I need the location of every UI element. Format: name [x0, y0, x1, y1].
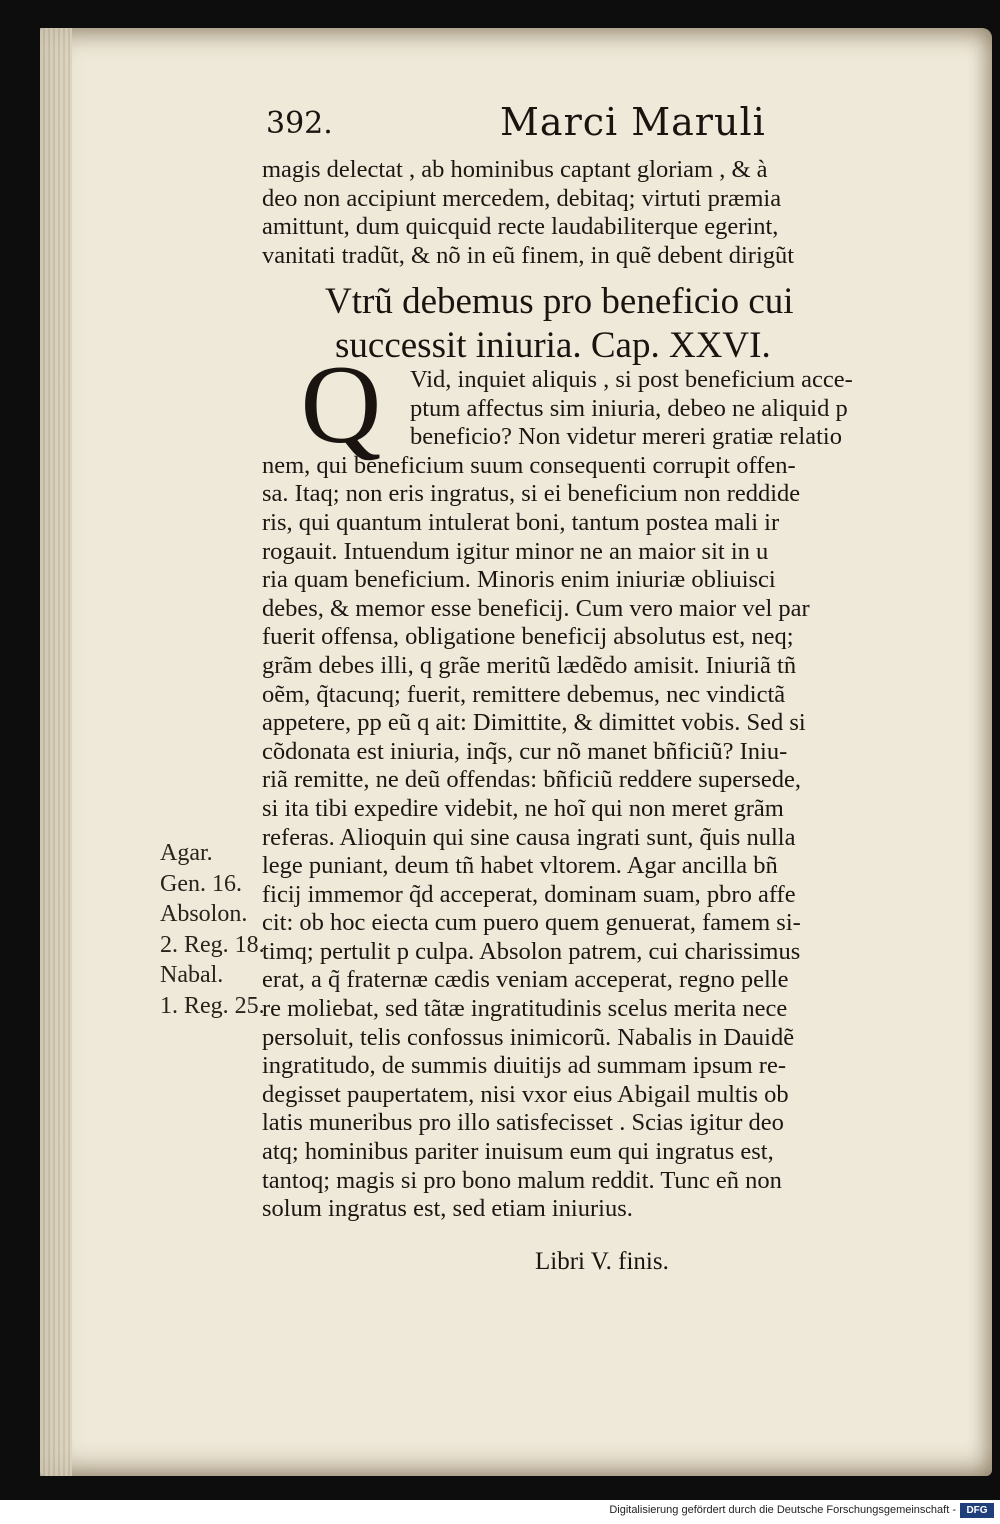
top-paragraph [262, 156, 912, 270]
text-line: amittunt, dum quicquid recte laudabiliterque egerint, [262, 213, 779, 241]
text-line: ris, qui quantum intulerat boni, tantum postea mali ir [262, 508, 780, 536]
text-line: grãm debes illi, q grãe meritũ lædẽdo amisit. Iniuriã tñ [262, 651, 797, 679]
text-line: vanitati tradũt, & nõ in eũ finem, in quẽ debent dirigũt [262, 241, 795, 269]
drop-cap: Q [300, 343, 382, 467]
text-line: nem, qui beneficium suum consequenti corrupit offen- [262, 451, 796, 479]
dfg-logo: DFG [960, 1503, 994, 1518]
margin-note: Agar. [160, 840, 213, 866]
margin-note: Gen. 16. [160, 870, 242, 897]
margin-note: 1. Reg. 25. [160, 992, 265, 1019]
chapter-heading [325, 280, 925, 368]
footer-bar [0, 1500, 1000, 1524]
text-line: ria quam beneficium. Minoris enim iniuriæ obliuisci [262, 566, 776, 594]
text-line: erat, a q̃ fraternæ cædis veniam acceperat, regno pelle [262, 966, 789, 994]
heading-line: Vtrũ debemus pro beneficio cui [325, 281, 794, 322]
funding-credit: Digitalisierung gefördert durch die Deutsche Forschungsgemeinschaft - [609, 1504, 956, 1516]
text-line: ficij immemor q̃d acceperat, dominam suam, pbro affe [262, 880, 796, 908]
text-line: solum ingratus est, sed etiam iniurius. [262, 1195, 633, 1223]
text-line: ingratitudo, de summis diuitijs ad summam ipsum re- [262, 1052, 786, 1080]
text-line: ptum affectus sim iniuria, debeo ne aliquid p [410, 394, 848, 422]
heading-line: successit iniuria. Cap. XXVI. [335, 325, 771, 366]
book-end-note: Libri V. finis. [535, 1248, 669, 1275]
margin-note: Absolon. [160, 901, 248, 927]
text-line: si ita tibi expedire videbit, ne hoĩ qui non meret grãm [262, 794, 784, 822]
text-line: Vid, inquiet aliquis , si post beneficium acce- [410, 366, 853, 393]
text-line: cõdonata est iniuria, inq̃s, cur nõ manet bñficiũ? Iniu- [262, 737, 788, 765]
text-line: referas. Alioquin qui sine causa ingrati sunt, q̃uis nulla [262, 823, 796, 851]
text-line: atq; hominibus pariter inuisum eum qui ingratus est, [262, 1138, 774, 1166]
text-line: deo non accipiunt mercedem, debitaq; virtuti præmia [262, 184, 782, 212]
text-line: re moliebat, sed tãtæ ingratitudinis scelus merita nece [262, 995, 788, 1023]
text-line: timq; pertulit p culpa. Absolon patrem, cui charissimus [262, 937, 801, 965]
text-line: cit: ob hoc eiecta cum puero quem genuerat, famem si- [262, 909, 801, 937]
text-line: oẽm, q̃tacunq; fuerit, remittere debemus, nec vindictã [262, 680, 786, 708]
text-line: latis muneribus pro illo satisfecisset . Scias igitur deo [262, 1109, 784, 1137]
text-line: debes, & memor esse beneficij. Cum vero maior vel par [262, 594, 810, 622]
text-line: fuerit offensa, obligatione beneficij absolutus est, neq; [262, 623, 794, 651]
margin-note: Nabal. [160, 962, 224, 988]
margin-notes [160, 838, 300, 1021]
text-line: degisset paupertatem, nisi vxor eius Abigail multis ob [262, 1080, 789, 1108]
text-line: riã remitte, ne deũ offendas: bñficiũ reddere supersede, [262, 766, 801, 794]
page-number: 392. [266, 106, 333, 141]
page-header [0, 100, 1000, 150]
text-line: rogauit. Intuendum igitur minor ne an maior sit in u [262, 537, 769, 565]
text-line: sa. Itaq; non eris ingratus, si ei beneficium non reddide [262, 480, 801, 508]
text-line: magis delectat , ab hominibus captant gloriam , & à [262, 156, 768, 183]
text-line: appetere, pp eũ q ait: Dimittite, & dimittet vobis. Sed si [262, 709, 806, 737]
page-edges [40, 28, 72, 1476]
text-line: beneficio? Non videtur mereri gratiæ relatio [410, 423, 842, 451]
chapter-body [262, 366, 912, 1224]
text-line: tantoq; magis si pro bono malum reddit. Tunc eñ non [262, 1166, 782, 1194]
running-title: Marci Maruli [500, 100, 766, 144]
text-line: lege puniant, deum tñ habet vltorem. Agar ancilla bñ [262, 852, 778, 880]
margin-note: 2. Reg. 18. [160, 931, 265, 958]
text-line: persoluit, telis confossus inimicorũ. Nabalis in Dauidẽ [262, 1023, 795, 1051]
